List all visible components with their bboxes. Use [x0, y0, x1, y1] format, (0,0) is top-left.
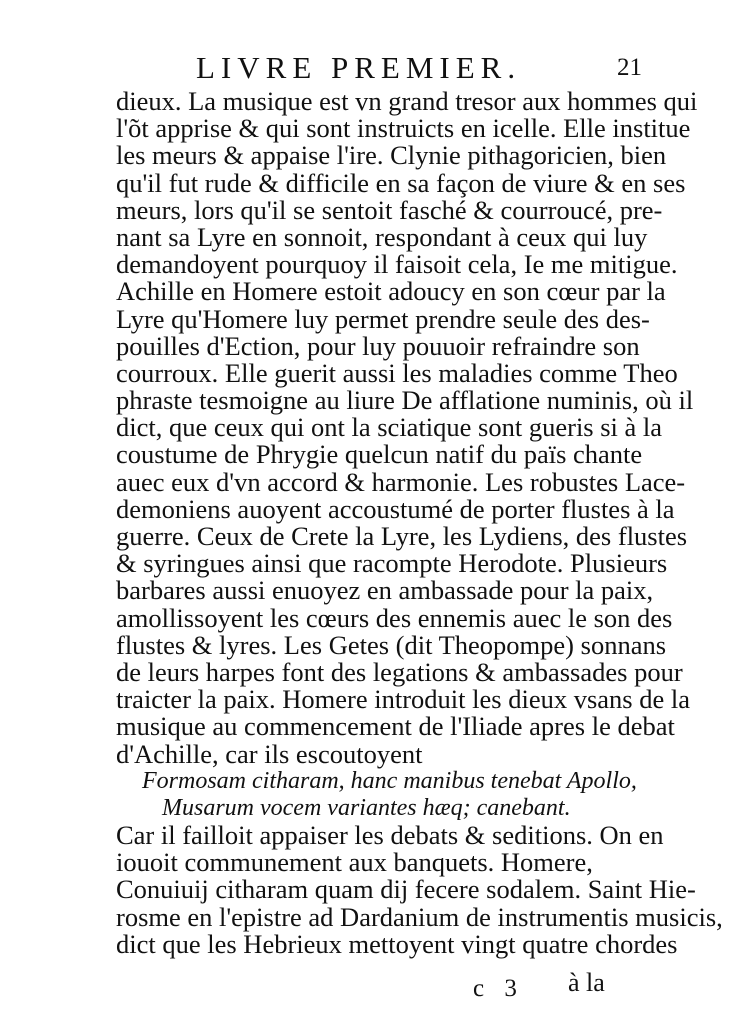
text-line: demandoyent pourquoy il faisoit cela, Ie me mitigue.	[116, 249, 678, 280]
text-line: Car il failloit appaiser les debats & seditions. On en	[116, 820, 664, 851]
text-line: amollissoyent les cœurs des ennemis auec le son des	[116, 602, 673, 633]
text-line: nant sa Lyre en sonnoit, respondant à ceux qui luy	[116, 221, 648, 252]
text-line: auec eux d'vn accord & harmonie. Les robustes Lace-	[116, 466, 686, 497]
text-line: coustume de Phrygie quelcun natif du païs chante	[116, 439, 643, 470]
text-line: rosme en l'epistre ad Dardanium de instrumentis musicis,	[116, 901, 723, 932]
text-line: guerre. Ceux de Crete la Lyre, les Lydiens, des flustes	[116, 521, 688, 551]
text-line: dieux. La musique est vn grand tresor aux hommes qui	[116, 86, 698, 116]
text-line: phraste tesmoigne au liure De afflatione numinis, où il	[116, 385, 694, 416]
running-title: LIVRE PREMIER.	[196, 50, 522, 85]
text-line: de leurs harpes font des legations & ambassades pour	[116, 656, 683, 687]
text-line: & syringues ainsi que racompte Herodote. Plusieurs	[116, 548, 668, 579]
text-line: Achille en Homere estoit adoucy en son cœur par la	[116, 276, 666, 307]
text-line: iouoit communement aux banquets. Homere,	[116, 847, 593, 878]
text-line: dict que les Hebrieux mettoyent vingt quatre chordes	[116, 928, 678, 959]
page-number: 21	[617, 54, 642, 81]
text-line: les meurs & appaise l'ire. Clynie pithagoricien, bien	[116, 140, 667, 171]
text-line: dict, que ceux qui ont la sciatique sont gueris si à la	[116, 412, 663, 443]
text-line: meurs, lors qu'il se sentoit fasché & courroucé, pre-	[116, 194, 663, 225]
text-line: courroux. Elle guerit aussi les maladies comme Theo	[116, 357, 678, 388]
verse-line: Musarum vocem variantes hæq; canebant.	[162, 794, 571, 821]
catchword: à la	[568, 968, 605, 997]
text-line: Conuiuij citharam quam dij fecere sodalem. Saint Hie-	[116, 874, 696, 905]
signature-mark: c 3	[473, 975, 517, 1002]
text-line: Lyre qu'Homere luy permet prendre seule des des-	[116, 303, 650, 334]
text-line: qu'il fut rude & difficile en sa façon de viure & en ses	[116, 167, 686, 198]
text-line: pouilles d'Ection, pour luy pouuoir refraindre son	[116, 330, 640, 361]
text-line: flustes & lyres. Les Getes (dit Theopompe) sonnans	[116, 629, 667, 660]
text-line: musique au commencement de l'Iliade apres le debat	[116, 711, 675, 742]
text-line: demoniens auoyent accoustumé de porter flustes à la	[116, 493, 675, 524]
text-line: l'õt apprise & qui sont instruicts en icelle. Elle institue	[116, 113, 691, 144]
verse-line: Formosam citharam, hanc manibus tenebat Apollo,	[142, 767, 637, 794]
text-line: d'Achille, car ils escoutoyent	[116, 738, 423, 769]
text-line: traicter la paix. Homere introduit les dieux vsans de la	[116, 684, 690, 715]
text-line: barbares aussi enuoyez en ambassade pour la paix,	[116, 575, 654, 606]
